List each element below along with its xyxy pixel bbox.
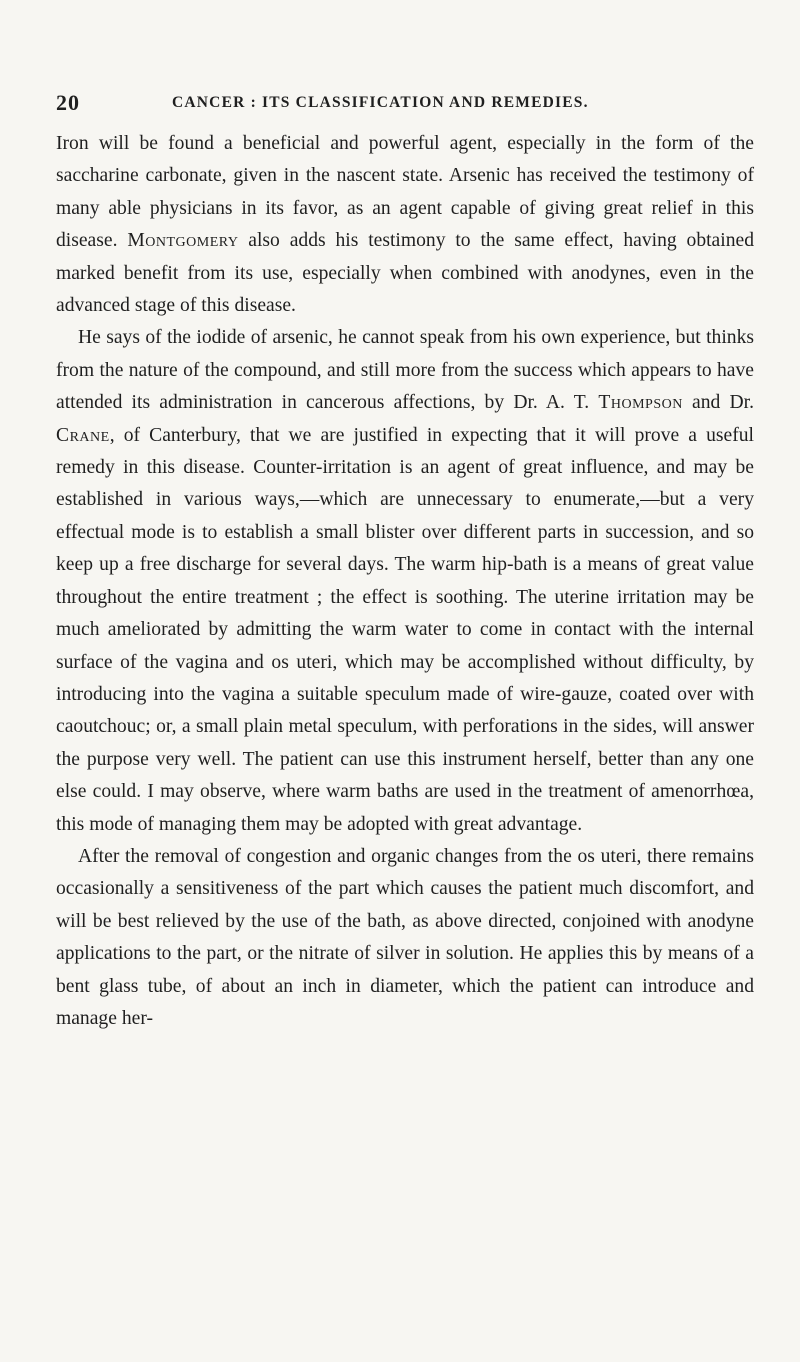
paragraph-iron-arsenic: Iron will be found a beneficial and powerful agent, especially in the form of the saccharine carbonate, given in the nascent state. Arsenic has received the testimony of many able physicians in its favor, as an agent capable of giving great relief in this disease. Montgomery also adds his testimony to the same effect, having obtained marked benefit from its use, especially when combined with anodynes, even in the advanced stage of this disease. bbox=[56, 133, 754, 317]
page-number: 20 bbox=[56, 90, 80, 115]
body-text bbox=[56, 128, 754, 1035]
paragraph-removal-of-congestion: After the removal of congestion and organic changes from the os uteri, there remains occasionally a sensitiveness of the part which causes the patient much discomfort, and will be best relieved by the use of the bath, as above directed, conjoined with anodyne applications to the part, or the nitrate of silver in solution. He applies this by means of a bent glass tube, of about an inch in diameter, which the patient can introduce and manage her- bbox=[56, 845, 754, 1029]
author-name-thompson: Thompson bbox=[598, 392, 683, 414]
page-header bbox=[56, 90, 746, 120]
author-name-crane: Crane bbox=[56, 424, 110, 446]
running-title: CANCER : ITS CLASSIFICATION AND REMEDIES. bbox=[172, 94, 589, 111]
paragraph-iodide-counter-irritation: He says of the iodide of arsenic, he cannot speak from his own experience, but thinks from the nature of the compound, and still more from the success which appears to have attended its administration in cancerous affections, by Dr. A. T. Thompson and Dr. Crane, of Canterbury, that we are justified in expecting that it will prove a useful remedy in this disease. Counter-irritation is an agent of great influence, and may be established in various ways,—which are unnecessary to enumerate,—but a very effectual mode is to establish a small blister over different parts in succession, and so keep up a free discharge for several days. The warm hip-bath is a means of great value throughout the entire treatment ; the effect is soothing. The uterine irritation may be much ameliorated by admitting the warm water to come in contact with the internal surface of the vagina and os uteri, which may be accomplished without difficulty, by introducing into the vagina a suitable speculum made of wire-gauze, coated over with caoutchouc; or, a small plain metal speculum, with perforations in the sides, will answer the purpose very well. The patient can use this instrument herself, better than any one else could. I may observe, where warm baths are used in the treatment of amenorrhœa, this mode of managing them may be adopted with great advantage. bbox=[56, 327, 754, 835]
author-name-montgomery: Montgomery bbox=[127, 230, 239, 252]
